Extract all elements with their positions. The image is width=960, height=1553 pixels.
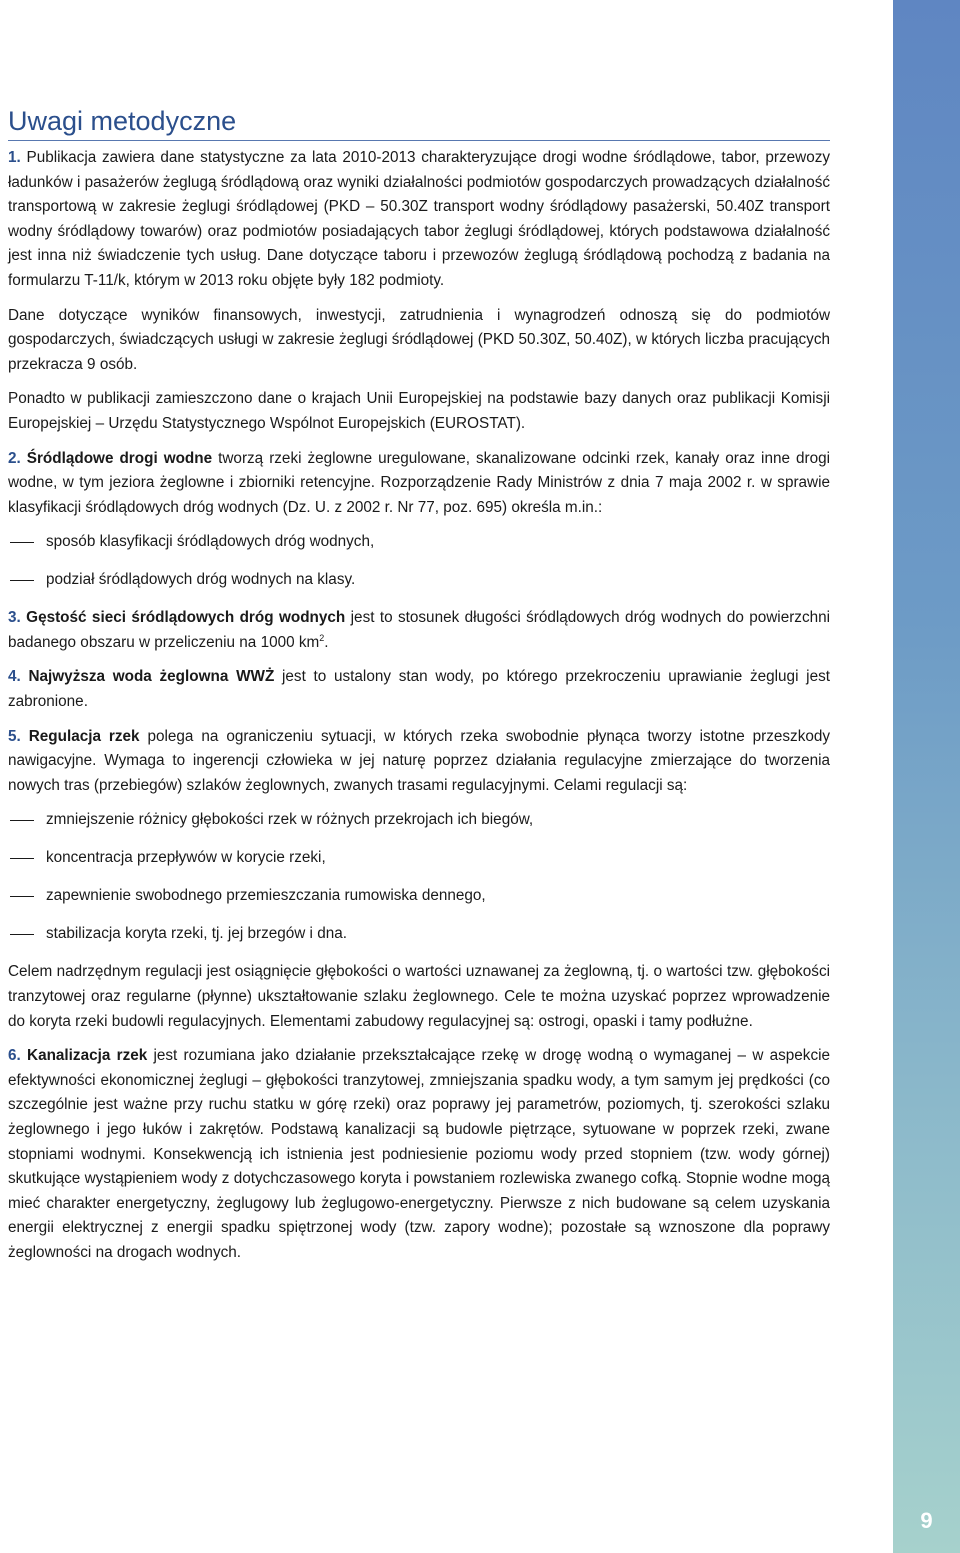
section-2-list — [8, 530, 830, 593]
section-4 — [8, 665, 830, 714]
page-side-band — [893, 0, 960, 1553]
section-term: Śródlądowe drogi wodne — [26, 449, 213, 467]
section-1 — [8, 146, 830, 294]
section-3 — [8, 606, 830, 655]
section-6 — [8, 1044, 830, 1265]
section-number: 4. — [8, 668, 21, 686]
section-term: Kanalizacja rzek — [27, 1047, 148, 1065]
list-item: koncentracja przepływów w korycie rzeki, — [8, 846, 830, 871]
section-number: 6. — [8, 1047, 21, 1065]
list-item: sposób klasyfikacji śródlądowych dróg wodnych, — [8, 530, 830, 555]
section-5-list — [8, 808, 830, 947]
list-item: zapewnienie swobodnego przemieszczania rumowiska dennego, — [8, 884, 830, 909]
section-1-paragraph-2 — [8, 304, 830, 378]
section-number: 2. — [8, 449, 21, 467]
section-text: Celem nadrzędnym regulacji jest osiągnięcie głębokości o wartości uznawanej za żeglowną, tj. o wartości tzw. głębokości tranzytowej oraz regularne (płynne) ukształtowanie szlaku żeglownego. Cele te można uzyskać poprzez wprowadzenie do koryta rzeki budowli regulacyjnych. Elementami zabudowy regulacyjnej są: ostrogi, opaski i tamy podłużne. — [8, 963, 830, 1030]
section-5 — [8, 725, 830, 799]
section-number: 3. — [8, 609, 21, 627]
section-number: 1. — [8, 149, 21, 166]
section-text: jest to stosunek długości śródlądowych dróg wodnych do powierzchni badanego obszaru w przeliczeniu na 1000 km — [8, 609, 831, 651]
section-1-paragraph-3 — [8, 387, 830, 436]
section-number: 5. — [8, 727, 21, 745]
section-term: Najwyższa woda żeglowna WWŻ — [28, 668, 275, 686]
list-item: stabilizacja koryta rzeki, tj. jej brzegów i dna. — [8, 922, 830, 947]
document-body — [8, 146, 830, 1276]
section-5-paragraph-2 — [8, 960, 830, 1034]
section-text: Ponadto w publikacji zamieszczono dane o krajach Unii Europejskiej na podstawie bazy danych oraz publikacji Komisji Europejskiej – Urzędu Statystycznego Wspólnot Europejskich (EUROSTAT). — [8, 390, 830, 432]
page-title: Uwagi metodyczne — [8, 104, 830, 141]
section-text: tworzą rzeki żeglowne uregulowane, skanalizowane odcinki rzek, kanały oraz inne drogi wodne, w tym jeziora żeglowne i zbiorniki retencyjne. Rozporządzenie Rady Ministrów z dnia 7 maja 2002 r. w sprawie klasyfikacji śródlądowych dróg wodnych (Dz. U. z 2002 r. Nr 77, poz. 695) określa m.in.: — [8, 449, 830, 516]
section-text: polega na ograniczeniu sytuacji, w których rzeka swobodnie płynąca tworzy istotne przeszkody nawigacyjne. Wymaga to ingerencji człowieka w jej naturę poprzez działania regulacyjne zmierzające do tworzenia nowych tras (przebiegów) szlaków żeglownych, zwanych trasami regulacyjnymi. Celami regulacji są: — [8, 727, 831, 794]
section-2 — [8, 447, 830, 521]
section-text: jest rozumiana jako działanie przekształcające rzekę w drogę wodną o wymaganej – w aspekcie efektywności ekonomicznej żeglugi – głębokości tranzytowej, zmniejszania spadku wody, a tym samym jej prędkości (co szczególnie jest ważne przy ruchu statku w górę rzeki) oraz poprawy jej parametrów, poziomych, tj. szerokości szlaku żeglownego i jego łuków i zakrętów. Podstawą kanalizacji są budowle piętrzące, sytuowane w poprzek rzeki, zwane stopniami wodnymi. Konsekwencją ich istnienia jest podniesienie poziomu wody przed stopniem (tzw. wody górnej) skutkujące wystąpieniem wody z dotychczasowego koryta i powstaniem rozlewiska zwanego cofką. Stopnie wodne mogą mieć charakter energetyczny, żeglugowy lub żeglugowo-energetyczny. Pierwsze z nich budowane są celem uzyskania energii elektrycznej z energii spadku spiętrzonej wody (tzw. zapory wodne); pozostałe są wznoszone dla poprawy żeglowności na drogach wodnych. — [8, 1047, 830, 1261]
section-text: jest to ustalony stan wody, po którego przekroczeniu uprawianie żeglugi jest zabronione. — [8, 668, 830, 711]
section-text: Dane dotyczące wyników finansowych, inwestycji, zatrudnienia i wynagrodzeń odnoszą się do podmiotów gospodarczych, świadczących usługi w zakresie żeglugi śródlądowej (PKD 50.30Z, 50.40Z), w których liczba pracujących przekracza 9 osób. — [8, 306, 830, 373]
section-text: Publikacja zawiera dane statystyczne za lata 2010-2013 charakteryzujące drogi wodne śródlądowe, tabor, przewozy ładunków i pasażerów żeglugą śródlądową oraz wyniki działalności podmiotów gospodarczych prowadzących działalność transportową w zakresie żeglugi śródlądowej (PKD – 50.30Z transport wodny śródlądowy pasażerski, 50.40Z transport wodny śródlądowy towarów) oraz podmiotów posiadających tabor żeglugi śródlądowej, których podstawowa działalność jest inna niż świadczenie tych usług. Dane dotyczące taboru i przewozów żeglugą śródlądową pochodzą z badania na formularzu T-11/k, którym w 2013 roku objęte były 182 podmioty. — [8, 149, 830, 289]
superscript: 2 — [319, 632, 325, 643]
page-number: 9 — [920, 1508, 933, 1533]
section-term: Gęstość sieci śródlądowych dróg wodnych — [26, 609, 346, 627]
section-term: Regulacja rzek — [28, 727, 140, 745]
list-item: zmniejszenie różnicy głębokości rzek w różnych przekrojach ich biegów, — [8, 808, 830, 833]
section-text-tail: . — [324, 633, 329, 651]
list-item: podział śródlądowych dróg wodnych na klasy. — [8, 568, 830, 593]
